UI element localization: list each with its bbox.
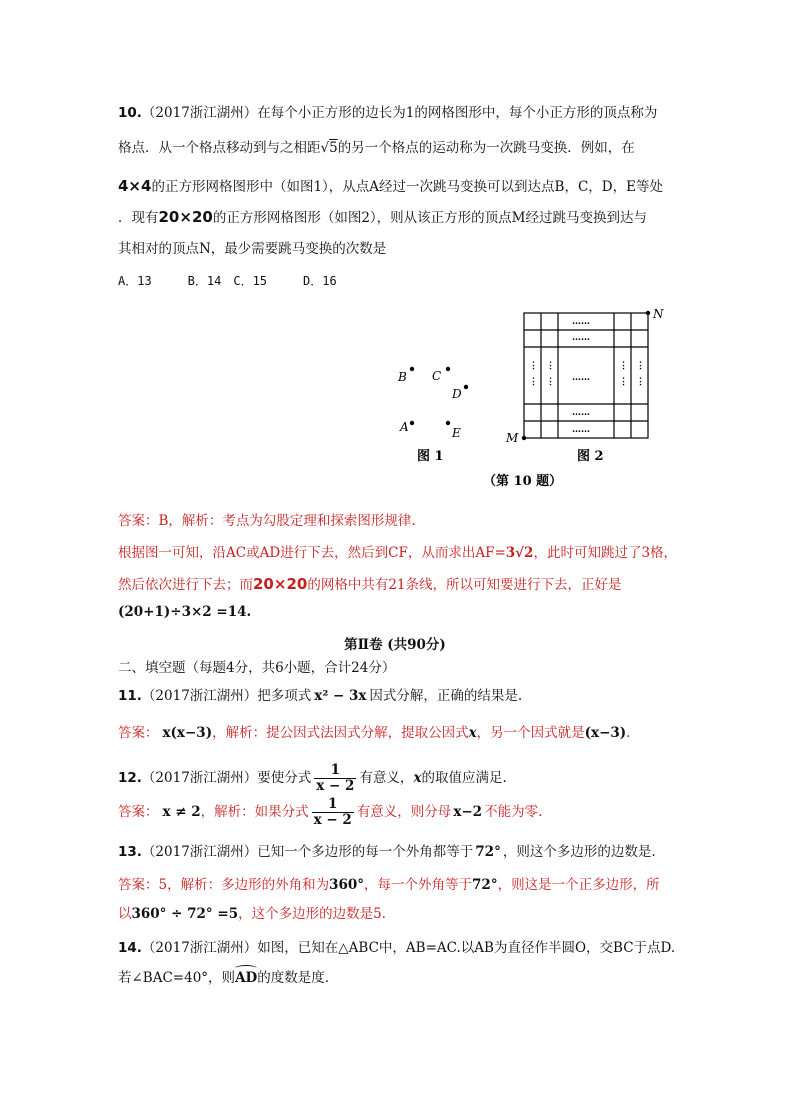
q13-answer-72: 72° xyxy=(472,877,498,893)
q14-text2a: 若∠BAC=40°，则 xyxy=(118,970,236,986)
q13-answer-text1a: 答案：5，解析：多边形的外角和为 xyxy=(118,877,330,893)
q11-answer-end: . xyxy=(626,725,631,741)
q12-answer-text-d: 不能为零. xyxy=(484,804,543,820)
q12-answer-text-b: ，解析：如果分式 xyxy=(200,804,309,820)
fig2-dots-right4: ⋮ xyxy=(636,377,645,387)
point-E-label: E xyxy=(452,426,461,440)
q10-text5: 其相对的顶点N，最少需要跳马变换的次数是 xyxy=(118,241,387,257)
q10-answer-text2a: 根据图一可知，沿AC或AD进行下去，然后到CF，从而求出AF= xyxy=(118,545,506,561)
q10-answer-text3a: 然后依次进行下去；而 xyxy=(118,577,253,593)
fig2-dots-left3: ⋮ xyxy=(546,361,555,371)
fig2-dots-top2: …… xyxy=(572,333,590,343)
q10-grid-4x4: 4×4 xyxy=(118,177,152,195)
q12-x: x xyxy=(413,770,422,786)
q10-answer-line1: 答案：B，解析：考点为勾股定理和探索图形规律. xyxy=(118,513,416,529)
q13-answer-text1b: ，每一个外角等于 xyxy=(364,877,473,893)
q14-source: （2017浙江湖州） xyxy=(141,940,258,956)
fig2-dots-right3: ⋮ xyxy=(636,361,645,371)
q13-answer-360: 360° xyxy=(329,877,365,893)
q13-answer-text2b: ，这个多边形的边数是5. xyxy=(238,906,386,922)
q11-answer-math: x(x−3) xyxy=(162,725,213,741)
fig2-dots-top: …… xyxy=(572,317,590,327)
q12-source: （2017浙江湖州） xyxy=(141,770,258,786)
q11-answer xyxy=(118,724,630,742)
q10-line2 xyxy=(118,139,635,157)
q14-text2b: 的度数是度. xyxy=(257,970,330,986)
q10-source: （2017浙江湖州） xyxy=(141,105,258,121)
fig2-dots-bottom: …… xyxy=(572,408,590,418)
q10-text1: 在每个小正方形的边长为1的网格图形中，每个小正方形的顶点称为 xyxy=(257,105,658,121)
q14-line2 xyxy=(118,969,329,987)
q10-line5 xyxy=(118,240,386,258)
q12-answer-math2: x−2 xyxy=(453,804,483,820)
q12-answer xyxy=(118,794,542,830)
q10-answer-line2 xyxy=(118,544,677,562)
q13-answer-line2 xyxy=(118,905,386,923)
q13-answer-text1c: ，则这是一个正多边形，所 xyxy=(497,877,660,893)
fig2-dots-left4: ⋮ xyxy=(546,377,555,387)
q11-answer-text-c: ，另一个因式就是 xyxy=(476,725,585,741)
q10-answer-text2b: ，此时可知跳过了3格， xyxy=(533,545,678,561)
q14-text1: 如图，已知在△ABC中，AB=AC.以AB为直径作半圆O，交BC于点D. xyxy=(257,940,676,956)
q10-answer-line3 xyxy=(118,575,622,594)
point-N-label: N xyxy=(653,307,664,321)
q12-number: 12. xyxy=(118,770,142,786)
q12-line xyxy=(118,760,507,796)
q11-text-b: 因式分解，正确的结果是. xyxy=(369,688,523,704)
fig2-dots-bottom2: …… xyxy=(572,425,590,435)
q11-answer-x: x xyxy=(468,725,477,741)
q11-answer-label: 答案： xyxy=(118,725,159,741)
figure2-label: 图 2 xyxy=(577,449,604,464)
q13-answer-line1 xyxy=(118,876,660,894)
fig2-dots-center: …… xyxy=(572,373,590,383)
point-C-label: C xyxy=(432,369,442,383)
q12-frac-numerator: 1 xyxy=(314,763,356,779)
figure-caption: （第 10 题） xyxy=(483,474,563,489)
q10-text4a: ．现有 xyxy=(118,210,159,226)
q11-text-a: 把多项式 xyxy=(257,688,312,704)
q13-source: （2017浙江湖州） xyxy=(141,844,258,860)
fig2-dots-left: ⋮ xyxy=(529,361,538,371)
q13-answer-math: 360° ÷ 72° =5 xyxy=(131,906,239,922)
q13-text-b: ，则这个多边形的边数是. xyxy=(502,844,656,860)
q12-answer-text-c: 有意义，则分母 xyxy=(356,804,452,820)
q10-text3: 的正方形网格图形中（如图1），从点A经过一次跳马变换可以到达点B，C，D，E等处 xyxy=(151,179,663,195)
q10-text4b: 的正方形网格图形（如图2），则从该正方形的顶点M经过跳马变换到达与 xyxy=(212,210,647,226)
q10-text2b: 的另一个格点的运动称为一次跳马变换．例如，在 xyxy=(337,140,635,156)
fig2-dots-right: ⋮ xyxy=(619,361,628,371)
q10-answer-line4: (20+1)÷3×2 =14. xyxy=(118,604,252,620)
q11-polynomial: x² − 3x xyxy=(314,688,367,704)
q12-fraction xyxy=(314,763,356,794)
q12-frac-denominator: x − 2 xyxy=(316,778,355,794)
q10-line1 xyxy=(118,104,657,122)
q12-text-a: 要使分式 xyxy=(257,770,312,786)
q11-number: 11. xyxy=(118,688,142,704)
q13-text-a: 已知一个多边形的每一个外角都等于 xyxy=(257,844,474,860)
q11-line xyxy=(118,687,522,705)
q14-number: 14. xyxy=(118,940,142,956)
q10-answer-3sqrt2: 3√2 xyxy=(505,545,534,561)
q11-answer-text-b: ，解析：提公因式法因式分解，提取公因式 xyxy=(212,725,469,741)
q13-line xyxy=(118,843,656,861)
q12-text-b: 有意义， xyxy=(359,770,414,786)
q10-options: A．13 B．14 C．15 D．16 xyxy=(118,274,337,288)
q14-line1 xyxy=(118,939,675,957)
q10-sqrt-value: 5 xyxy=(329,140,338,156)
q12-answer-fraction xyxy=(312,797,354,828)
point-D-label: D xyxy=(452,387,462,401)
q12-text-c: 的取值应满足. xyxy=(421,770,507,786)
q11-source: （2017浙江湖州） xyxy=(141,688,258,704)
q12-answer-math: x ≠ 2 xyxy=(162,804,201,820)
point-B-label: B xyxy=(398,370,407,384)
q13-degree: 72° xyxy=(475,844,501,860)
point-A-label: A xyxy=(400,420,409,434)
q10-sqrt5: √5 xyxy=(320,140,338,156)
q10-number: 10. xyxy=(118,105,142,121)
figure1-label: 图 1 xyxy=(417,449,444,464)
section2-title: 第Ⅱ卷 (共90分) xyxy=(344,637,446,653)
q10-answer-grid: 20×20 xyxy=(253,575,308,593)
q14-arc-AD: AD xyxy=(235,970,258,986)
q13-number: 13. xyxy=(118,844,142,860)
q10-grid-20x20: 20×20 xyxy=(158,208,213,226)
q10-line3 xyxy=(118,177,663,196)
point-M-label: M xyxy=(506,431,519,445)
fig2-dots-right2: ⋮ xyxy=(619,377,628,387)
q10-text2a: 格点．从一个格点移动到与之相距 xyxy=(118,140,321,156)
fig2-dots-left2: ⋮ xyxy=(529,377,538,387)
q13-answer-text2a: 以 xyxy=(118,906,132,922)
q11-answer-math2: (x−3) xyxy=(584,725,627,741)
q10-line4 xyxy=(118,208,647,227)
section2-subtitle: 二、填空题（每题4分，共6小题，合计24分） xyxy=(118,660,396,676)
q12-answer-frac-num: 1 xyxy=(312,797,354,813)
q10-figures xyxy=(0,300,790,500)
q10-answer-text3b: 的网格中共有21条线，所以可知要进行下去，正好是 xyxy=(307,577,622,593)
q12-answer-label: 答案： xyxy=(118,804,159,820)
q12-answer-frac-den: x − 2 xyxy=(313,812,352,828)
